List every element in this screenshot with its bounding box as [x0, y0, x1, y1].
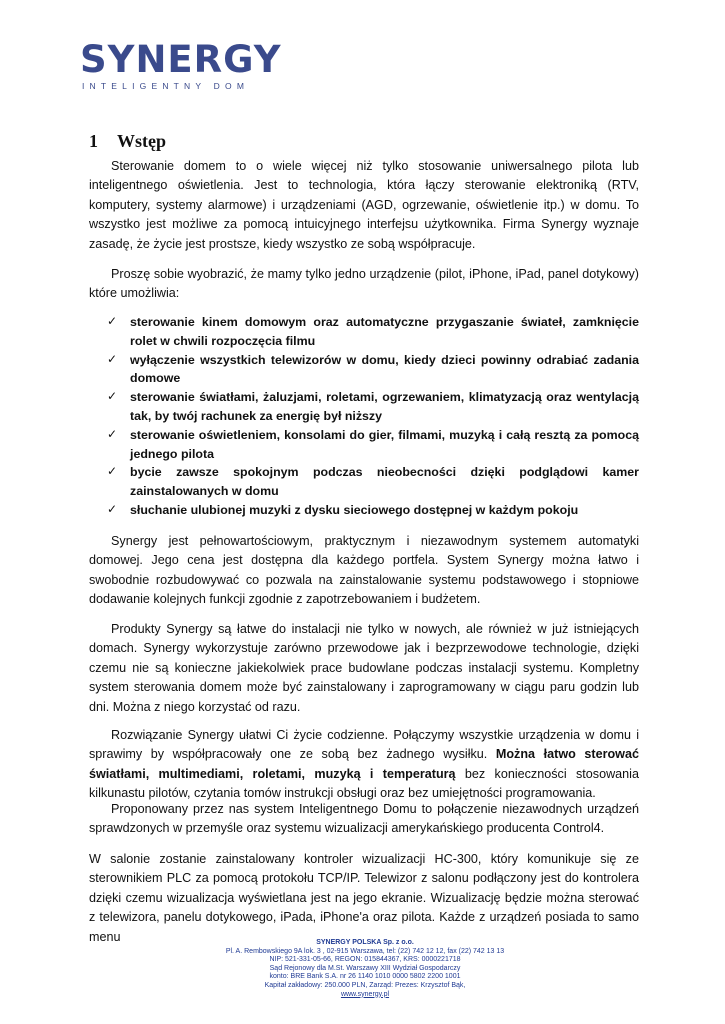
paragraph-intro: Sterowanie domem to o wiele więcej niż tylko stosowanie uniwersalnego pilota lub inteligentnego oświetlenia. Jest to technologia, która łączy sterowanie elektroniką (RTV, komputery, systemy alarmowe) i urządzeniami (AGD, ogrzewanie, oświetlenie itp.) w domu. To wszystko jest możliwe za pomocą intuicyjnego interfejsu użytkownika. Firma Synergy wyznaje zasadę, że życie jest prostsze, kiedy wszystko ze sobą współpracuje. — [89, 159, 639, 251]
list-item-text: sterowanie oświetleniem, konsolami do gier, filmami, muzyką i całą resztą za pomocą jednego pilota — [130, 427, 639, 461]
list-item-text: słuchanie ulubionej muzyki z dysku sieciowego dostępnej w każdym pokoju — [130, 502, 579, 517]
list-item-text: bycie zawsze spokojnym podczas nieobecności dzięki podglądowi kamer zainstalowanych w domu — [130, 465, 639, 499]
footer-website-link[interactable]: www.synergy.pl — [340, 990, 390, 998]
list-item — [107, 313, 639, 351]
checkmark-icon: ✓ — [107, 464, 118, 479]
paragraph-system: Synergy jest pełnowartościowym, praktycznym i niezawodnym systemem automatyki domowej. Jego cena jest dostępna dla każdego portfela. System Synergy można łatwo i swobodnie rozbudowywać co pozwala na zainstalowanie systemu podstawowego i stopniowe dodawanie kolejnych funkcji zgodnie z zapotrzebowaniem i budżetem. — [89, 534, 639, 607]
feature-list — [107, 313, 639, 520]
list-item — [107, 463, 639, 501]
footer-capital: Kapitał zakładowy: 250.000 PLN, Zarząd: Prezes: Krzysztof Bąk, — [264, 981, 466, 989]
list-item-text: sterowanie światłami, żaluzjami, roletami, ogrzewaniem, klimatyzacją oraz wentylacją tak, by twój rachunek za energię był niższy — [130, 390, 639, 423]
list-item — [107, 388, 639, 426]
solution-text-end: bez konieczności stosowania kilkunastu pilotów, czytania tomów instrukcji obsługi oraz bez umiejętności programowania. — [89, 766, 639, 801]
footer-bank: konto: BRE Bank S.A. nr 26 1140 1010 0000 5802 2200 1001 — [269, 973, 461, 981]
footer-ids: NIP: 521-331-05-66, REGON: 015844367, KRS: 0000221718 — [269, 956, 461, 964]
synergy-logo — [80, 38, 280, 100]
solution-text-start: Rozwiązanie Synergy ułatwi Ci życie codzienne. Połączymy wszystkie urządzenia w domu i sprawimy by współpracowały one ze sobą bez żadnego wysiłku. — [89, 728, 639, 762]
footer-address: Pl. A. Rembowskiego 9A lok. 3 , 02-915 Warszawa, tel: (22) 742 12 12, fax (22) 742 13 13 — [225, 947, 505, 955]
paragraph-imagine: Proszę sobie wyobrazić, że mamy tylko jedno urządzenie (pilot, iPhone, iPad, panel dotykowy) które umożliwia: — [89, 267, 639, 301]
logo-tagline: INTELIGENTNY DOM — [82, 81, 250, 91]
footer — [160, 939, 570, 999]
checkmark-icon: ✓ — [107, 351, 118, 366]
list-item — [107, 426, 639, 464]
paragraph-living-room: W salonie zostanie zainstalowany kontroler wizualizacji HC-300, który komunikuje się ze sterownikiem PLC za pomocą protokołu TCP/IP. Telewizor z salonu podłączony jest do kontrolera dzięki czemu wizualizacja wyświetlana jest na jego ekranie. Wizualizację będzie można sterować z telewizora, panelu dotykowego, iPada, iPhone'a oraz pilota. Każde z urządzeń posiada to samo menu — [89, 852, 639, 944]
checkmark-icon: ✓ — [107, 389, 118, 404]
paragraph-proposal: Proponowany przez nas system Inteligentnego Domu to połączenie niezawodnych urządzeń sprawdzonych w przemyśle oraz systemu wizualizacji amerykańskiego producenta Control4. — [89, 802, 639, 836]
logo-wordmark: SYNERGY — [80, 38, 282, 81]
paragraph-solution — [89, 726, 639, 804]
solution-text-bold: Można łatwo sterować światłami, multimediami, roletami, muzyką i temperaturą — [89, 747, 639, 781]
section-heading — [89, 131, 166, 152]
checkmark-icon: ✓ — [107, 426, 118, 441]
list-item-text: wyłączenie wszystkich telewizorów w domu, kiedy dzieci powinny odrabiać zadania domowe — [130, 352, 639, 386]
paragraph-products: Produkty Synergy są łatwe do instalacji nie tylko w nowych, ale również w już istniejących domach. Synergy wykorzystuje zarówno przewodowe jak i bezprzewodowe technologie, dzięki czemu nie są konieczne jakiekolwiek prace budowlane podczas instalacji systemu. Kompletny system sterowania domem może być zainstalowany i zaprogramowany w ciągu paru godzin lub dni. Można z niego korzystać od razu. — [89, 622, 639, 714]
checkmark-icon: ✓ — [107, 501, 118, 516]
section-title: Wstęp — [117, 131, 166, 151]
footer-company: SYNERGY POLSKA Sp. z o.o. — [316, 939, 414, 946]
checkmark-icon: ✓ — [107, 314, 118, 328]
section-number: 1 — [89, 131, 98, 151]
list-item — [107, 351, 639, 389]
footer-court: Sąd Rejonowy dla M.St. Warszawy XIII Wydział Gospodarczy — [269, 964, 461, 972]
list-item — [107, 501, 639, 520]
list-item-text: sterowanie kinem domowym oraz automatyczne przygaszanie świateł, zamknięcie rolet w chwili rozpoczęcia filmu — [130, 315, 639, 348]
